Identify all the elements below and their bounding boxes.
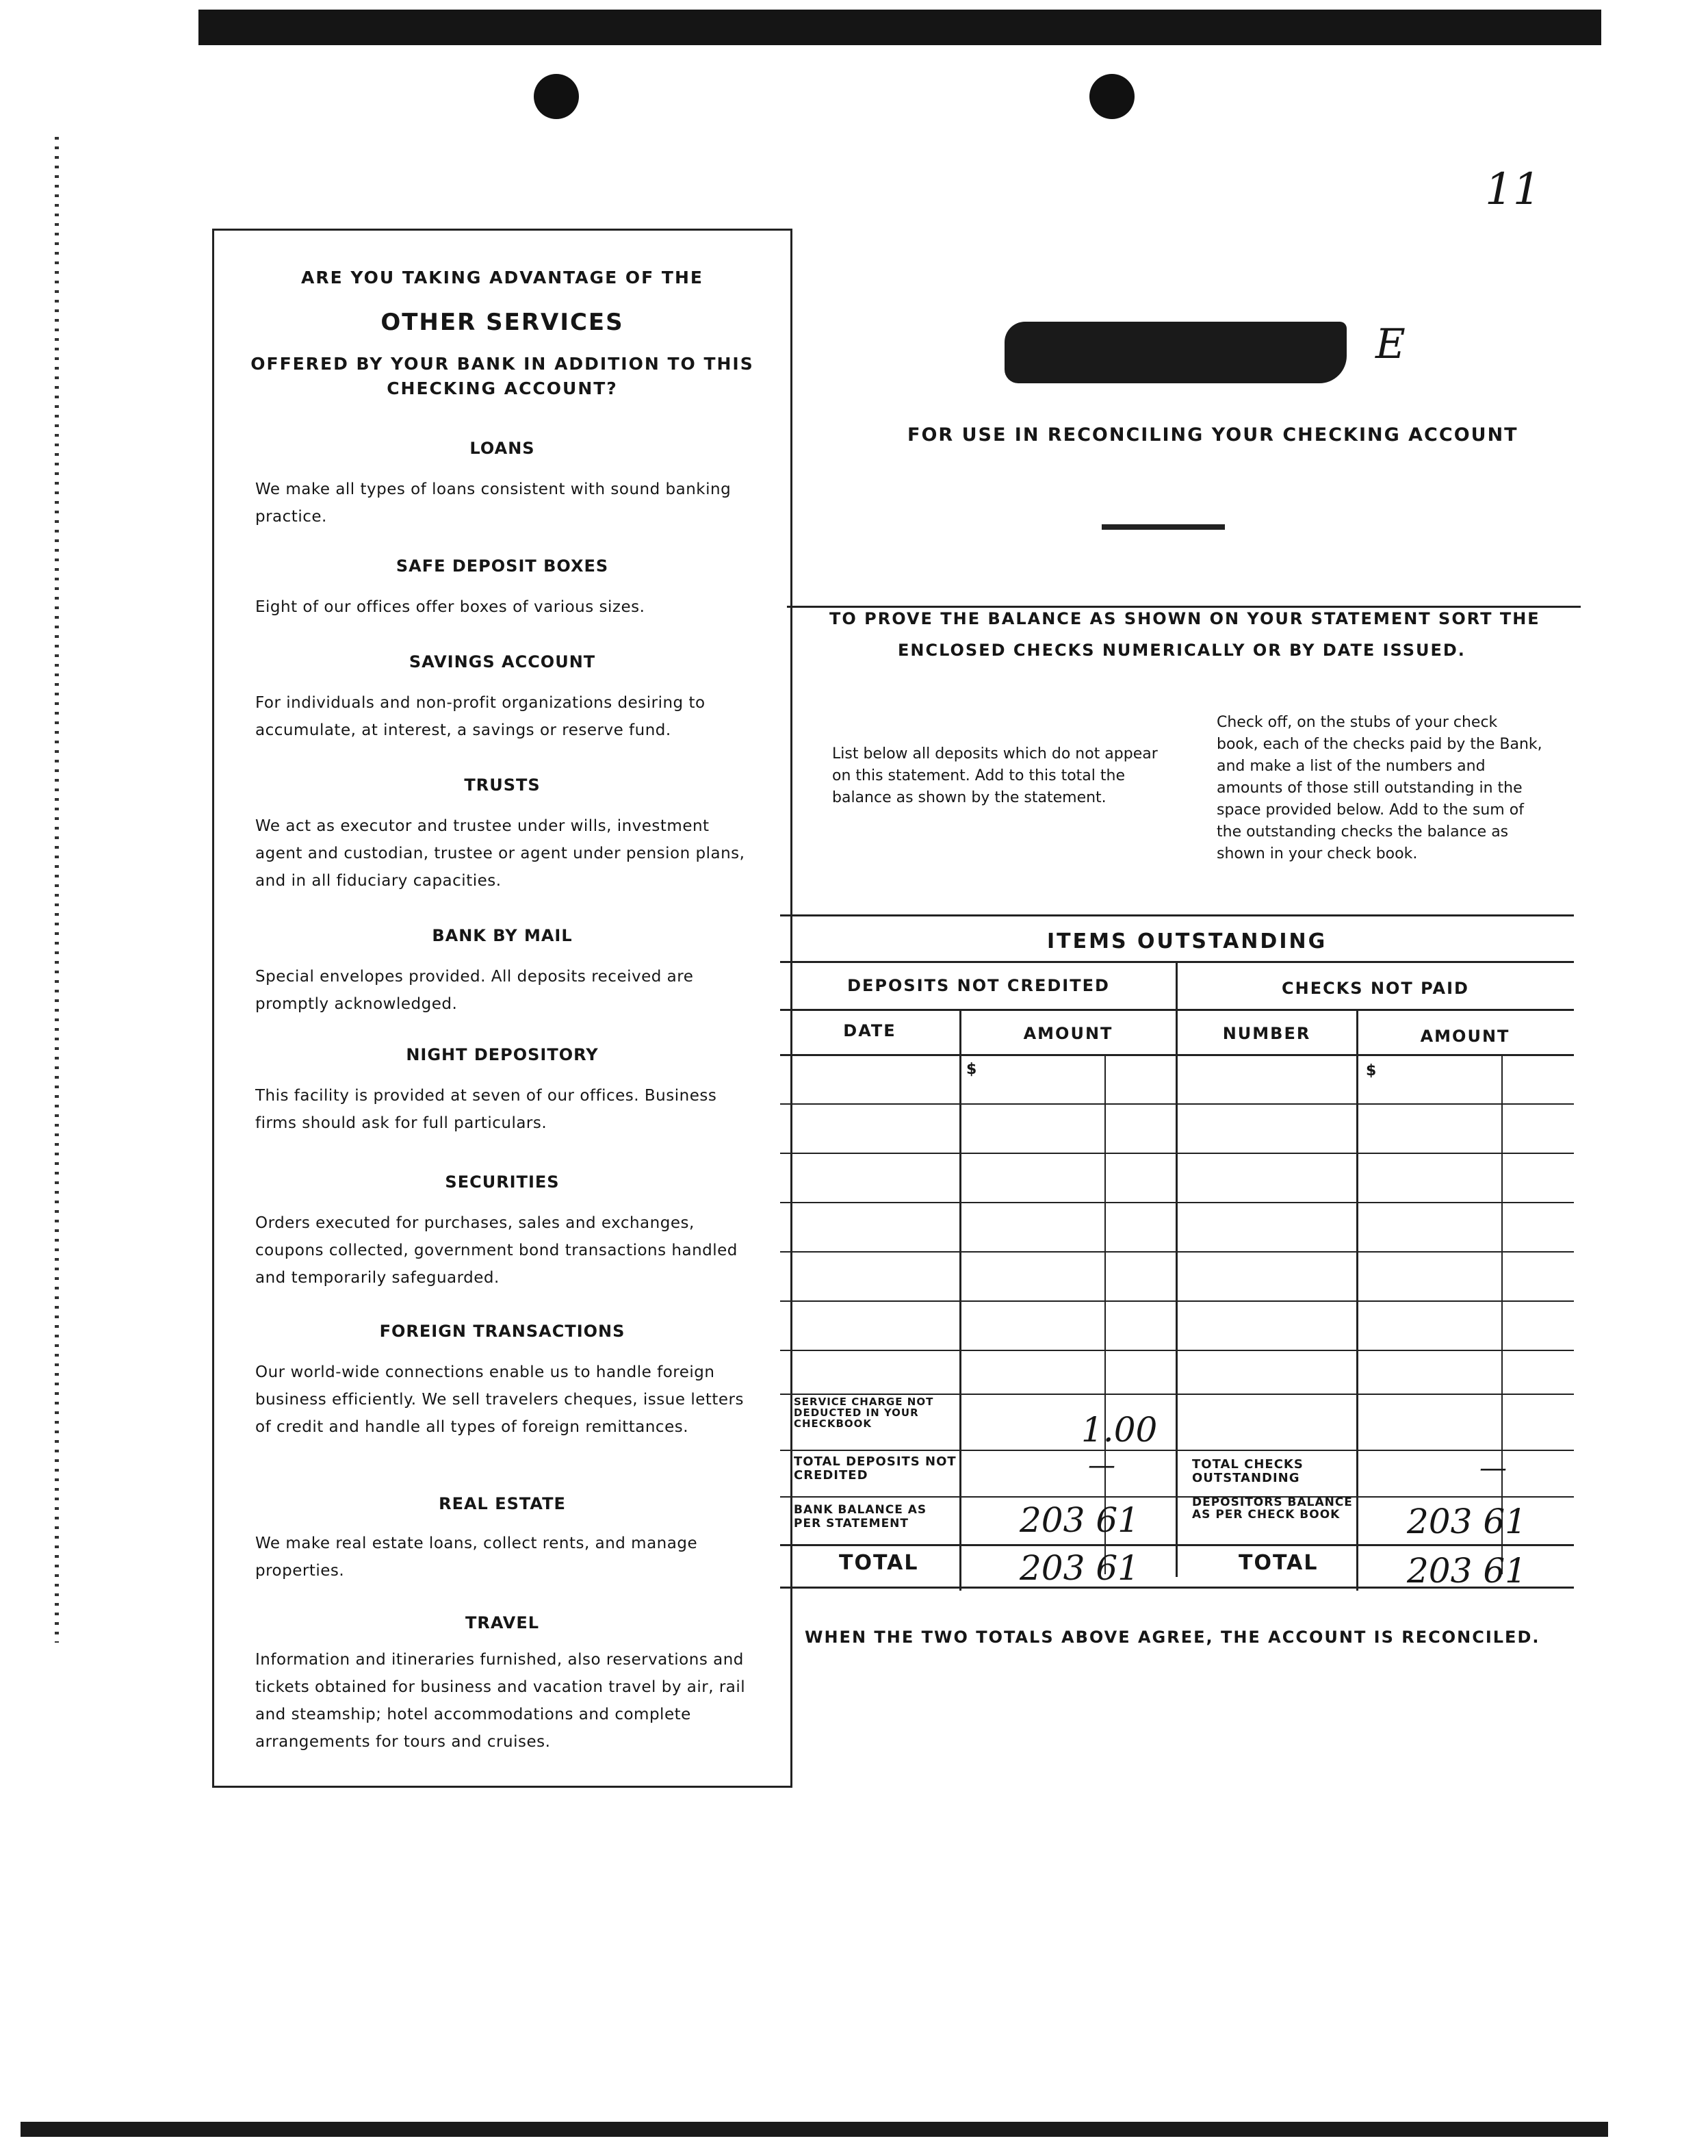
table-divider-main bbox=[1176, 961, 1178, 1577]
checks-not-paid-header: CHECKS NOT PAID bbox=[1282, 979, 1469, 998]
left-total-label: TOTAL bbox=[839, 1551, 919, 1575]
section-text-savings: For individuals and non-profit organizations desiring to accumulate, at interest, a savings or reserve fund. bbox=[255, 694, 706, 739]
corner-mark: 11 bbox=[1485, 164, 1541, 215]
right-total-label: TOTAL bbox=[1239, 1551, 1319, 1575]
ruler-edge bbox=[55, 137, 59, 1643]
intro-line-3: CHECKING ACCOUNT? bbox=[387, 378, 618, 398]
row-rule bbox=[780, 1153, 1574, 1154]
prove-line-1: TO PROVE THE BALANCE AS SHOWN ON YOUR STATEMENT SORT THE bbox=[829, 609, 1540, 628]
right-instructions: Check off, on the stubs of your check book, each of the checks paid by the Bank, and make a list of the numbers and amounts of those still outstanding in the space provided below. Add to the sum of the outstanding checks the balance as shown in your check book. bbox=[1217, 714, 1542, 862]
section-text-loans: We make all types of loans consistent with sound banking practice. bbox=[255, 480, 732, 526]
col-check-number: NUMBER bbox=[1222, 1024, 1311, 1043]
section-heading-loans: LOANS bbox=[469, 439, 535, 458]
prove-line-2: ENCLOSED CHECKS NUMERICALLY OR BY DATE ISSUED. bbox=[898, 641, 1466, 660]
section-heading-travel: TRAVEL bbox=[465, 1613, 540, 1632]
punch-hole-right bbox=[1089, 74, 1135, 119]
bank-balance-label: BANK BALANCE AS PER STATEMENT bbox=[794, 1503, 927, 1530]
depositors-balance-label: DEPOSITORS BALANCE AS PER CHECK BOOK bbox=[1192, 1496, 1353, 1522]
col-check-amount: AMOUNT bbox=[1420, 1027, 1510, 1046]
section-text-night-depository: This facility is provided at seven of our offices. Business firms should ask for full particulars. bbox=[255, 1087, 717, 1132]
bank-balance-value: 203 61 bbox=[1020, 1500, 1139, 1540]
reconciled-footer: WHEN THE TWO TOTALS ABOVE AGREE, THE ACCOUNT IS RECONCILED. bbox=[805, 1628, 1540, 1647]
row-rule bbox=[780, 1350, 1574, 1351]
service-charge-value: 1.00 bbox=[1081, 1410, 1158, 1450]
services-panel bbox=[212, 229, 792, 1788]
section-heading-night-depository: NIGHT DEPOSITORY bbox=[406, 1045, 599, 1064]
table-divider-date bbox=[959, 1009, 961, 1591]
section-heading-real-estate: REAL ESTATE bbox=[439, 1494, 566, 1513]
total-deposits-label: TOTAL DEPOSITS NOT CREDITED bbox=[794, 1454, 957, 1483]
row-rule bbox=[780, 1103, 1574, 1105]
section-heading-foreign: FOREIGN TRANSACTIONS bbox=[379, 1322, 625, 1341]
section-text-trusts: We act as executor and trustee under wills, investment agent and custodian, trustee or agent under pension plans, and in all fiduciary capacities. bbox=[255, 817, 745, 890]
intro-line-1: ARE YOU TAKING ADVANTAGE OF THE bbox=[300, 268, 703, 287]
row-rule bbox=[780, 1394, 1574, 1395]
section-heading-securities: SECURITIES bbox=[445, 1172, 560, 1192]
row-rule bbox=[780, 1450, 1574, 1451]
reconcile-title: FOR USE IN RECONCILING YOUR CHECKING ACCOUNT bbox=[907, 424, 1518, 446]
deposits-not-credited-header: DEPOSITS NOT CREDITED bbox=[847, 976, 1110, 995]
row-rule bbox=[780, 1251, 1574, 1253]
section-heading-trusts: TRUSTS bbox=[464, 775, 541, 795]
section-text-securities: Orders executed for purchases, sales and exchanges, coupons collected, government bond transactions handled and temporarily safeguarded. bbox=[255, 1214, 738, 1287]
row-rule bbox=[780, 1300, 1574, 1302]
intro-title: OTHER SERVICES bbox=[380, 309, 624, 336]
total-checks-label: TOTAL CHECKS OUTSTANDING bbox=[1192, 1457, 1304, 1485]
table-divider-number bbox=[1356, 1009, 1358, 1591]
punch-hole-left bbox=[534, 74, 579, 119]
check-dollar-sign: $ bbox=[1366, 1062, 1377, 1079]
col-deposit-amount: AMOUNT bbox=[1023, 1024, 1113, 1043]
dash-mark bbox=[1102, 524, 1225, 530]
total-deposits-value: — bbox=[1088, 1450, 1115, 1481]
section-text-travel: Information and itineraries furnished, also reservations and tickets obtained for business and vacation travel by air, rail and steamship; hotel accommodations and complete arrangements for tours and cruises. bbox=[255, 1651, 746, 1751]
section-heading-bank-by-mail: BANK BY MAIL bbox=[432, 926, 573, 945]
section-heading-safe-deposit: SAFE DEPOSIT BOXES bbox=[396, 556, 609, 576]
left-instructions: List below all deposits which do not appear on this statement. Add to this total the balance as shown by the statement. bbox=[832, 745, 1158, 806]
scan-top-edge bbox=[198, 10, 1601, 45]
col-date: DATE bbox=[843, 1021, 896, 1040]
section-text-real-estate: We make real estate loans, collect rents, and manage properties. bbox=[255, 1535, 698, 1580]
section-text-bank-by-mail: Special envelopes provided. All deposits received are promptly acknowledged. bbox=[255, 968, 694, 1013]
total-checks-value: — bbox=[1479, 1452, 1507, 1484]
section-text-safe-deposit: Eight of our offices offer boxes of various sizes. bbox=[255, 598, 645, 616]
table-top-rule bbox=[780, 914, 1574, 916]
section-heading-savings: SAVINGS ACCOUNT bbox=[409, 652, 596, 671]
redaction-letter: E bbox=[1375, 320, 1406, 368]
row-rule bbox=[780, 1202, 1574, 1203]
scan-bottom-edge bbox=[21, 2122, 1608, 2137]
section-text-foreign: Our world-wide connections enable us to handle foreign business efficiently. We sell travelers cheques, issue letters of credit and handle all types of foreign remittances. bbox=[255, 1363, 744, 1436]
deposit-dollar-sign: $ bbox=[966, 1061, 977, 1078]
items-outstanding-heading: ITEMS OUTSTANDING bbox=[1047, 929, 1328, 953]
service-charge-label: SERVICE CHARGE NOT DEDUCTED IN YOUR CHECKBOOK bbox=[794, 1396, 934, 1430]
row-rule bbox=[780, 1496, 1574, 1498]
depositors-balance-value: 203 61 bbox=[1407, 1502, 1527, 1541]
redaction-block bbox=[1005, 322, 1347, 383]
right-total-value: 203 61 bbox=[1407, 1551, 1527, 1591]
row-rule bbox=[780, 1544, 1574, 1546]
intro-line-2: OFFERED BY YOUR BANK IN ADDITION TO THIS bbox=[250, 354, 754, 374]
left-total-value: 203 61 bbox=[1020, 1548, 1139, 1588]
rule-top bbox=[787, 606, 1581, 608]
